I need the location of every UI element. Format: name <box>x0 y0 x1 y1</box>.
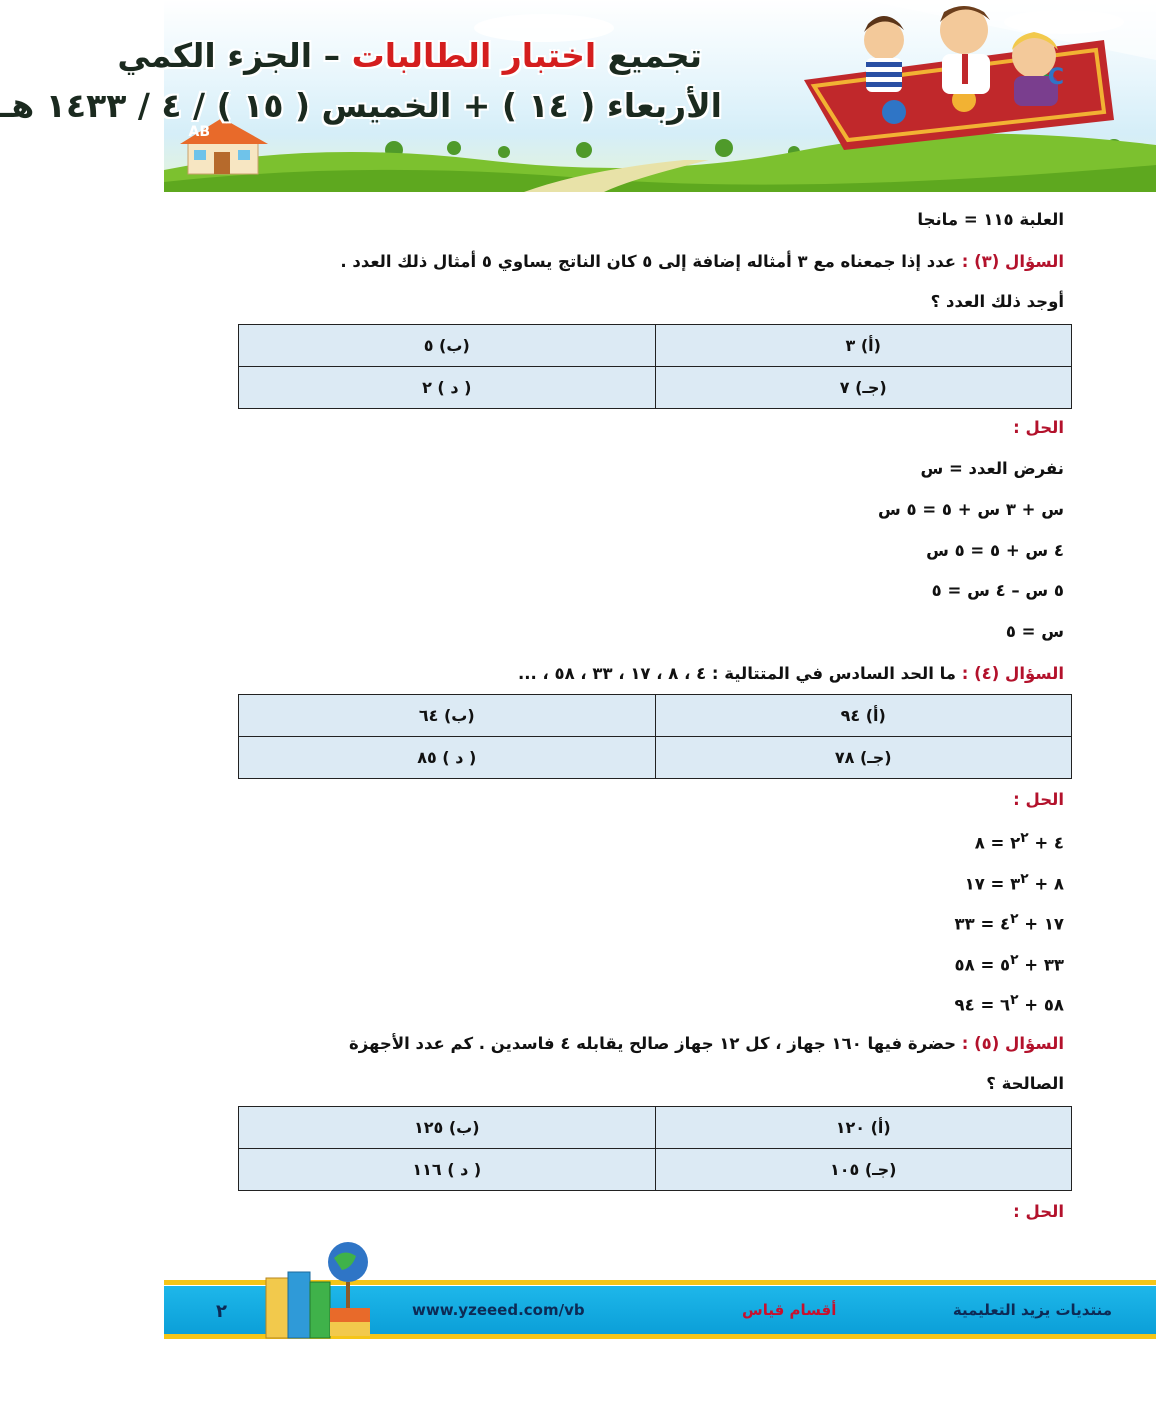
option-a[interactable]: (أ) ٣ <box>655 325 1072 367</box>
question-3-label: السؤال (٣) : <box>961 252 1064 271</box>
step-power: ٢ <box>1010 992 1019 1008</box>
option-a[interactable]: (أ) ١٢٠ <box>655 1107 1072 1149</box>
page-number: ٢ <box>216 1301 227 1322</box>
step-result: = ١٧ <box>964 874 1011 894</box>
sequence-step <box>965 871 1064 894</box>
page-subtitle: الأربعاء ( ١٤ ) + الخميس ( ١٥ ) / ٤ / ١٤٣٣ هـ <box>0 86 722 125</box>
question-3-options <box>238 324 1072 409</box>
step-base: ٥٨ + ٦ <box>1000 995 1064 1015</box>
question-4-label: السؤال (٤) : <box>961 664 1064 683</box>
step-base: ٤ + ٢ <box>1010 833 1064 853</box>
question-5-options <box>238 1106 1072 1191</box>
books-globe-icon <box>262 1238 382 1342</box>
flying-carpet-illustration <box>804 0 1134 192</box>
sequence-step <box>975 830 1064 853</box>
option-b[interactable]: (ب) ٥ <box>239 325 656 367</box>
option-b[interactable]: (ب) ١٢٥ <box>239 1107 656 1149</box>
question-5-label: السؤال (٥) : <box>961 1034 1064 1053</box>
step-result: = ٥٨ <box>954 955 1001 975</box>
title-suffix: – الجزء الكمي <box>117 36 352 75</box>
option-c[interactable]: (جـ) ١٠٥ <box>655 1149 1072 1191</box>
page-title <box>117 36 702 75</box>
footer-forum-name: منتديات يزيد التعليمية <box>952 1301 1112 1319</box>
step-base: ٨ + ٣ <box>1010 874 1064 894</box>
title-prefix: تجميع <box>596 36 702 75</box>
footer-section-link[interactable]: أقسام قياس <box>742 1301 837 1319</box>
option-d[interactable]: ( د ) ١١٦ <box>239 1149 656 1191</box>
solution-label-3: الحل : <box>1013 418 1064 437</box>
option-a[interactable]: (أ) ٩٤ <box>655 695 1072 737</box>
question-4 <box>518 664 1064 683</box>
step-base: ٣٣ + ٥ <box>1000 955 1064 975</box>
option-d[interactable]: ( د ) ٢ <box>239 367 656 409</box>
question-5-text: حضرة فيها ١٦٠ جهاز ، كل ١٢ جهاز صالح يقابله ٤ فاسدين . كم عدد الأجهزة <box>349 1034 962 1053</box>
option-c[interactable]: (جـ) ٧ <box>655 367 1072 409</box>
step-result: = ٨ <box>974 833 1011 853</box>
step-power: ٢ <box>1020 871 1029 887</box>
solution-step: نفرض العدد = س <box>920 459 1064 478</box>
sequence-step <box>955 911 1064 934</box>
solution-label-5: الحل : <box>1013 1202 1064 1221</box>
solution-step: ٥ س – ٤ س = ٥ <box>931 581 1064 600</box>
option-b[interactable]: (ب) ٦٤ <box>239 695 656 737</box>
solution-step: ٤ س + ٥ = ٥ س <box>926 541 1064 560</box>
option-c[interactable]: (جـ) ٧٨ <box>655 737 1072 779</box>
option-d[interactable]: ( د ) ٨٥ <box>239 737 656 779</box>
solution-step: س + ٣ س + ٥ = ٥ س <box>878 500 1064 519</box>
question-5 <box>349 1034 1064 1053</box>
sequence-step <box>955 952 1064 975</box>
step-result: = ٣٣ <box>954 914 1001 934</box>
step-power: ٢ <box>1010 952 1019 968</box>
solution-label-4: الحل : <box>1013 790 1064 809</box>
footer-url-link[interactable]: www.yzeeed.com/vb <box>412 1301 585 1319</box>
question-3 <box>340 252 1064 271</box>
header-banner <box>0 0 1156 192</box>
step-result: = ٩٤ <box>954 995 1001 1015</box>
step-base: ١٧ + ٤ <box>1000 914 1064 934</box>
question-4-text: ما الحد السادس في المتتالية : ٤ ، ٨ ، ١٧ ، ٣٣ ، ٥٨ ، ... <box>517 664 962 683</box>
svg-text:C: C <box>1047 65 1064 90</box>
question-5-text-2: الصالحة ؟ <box>986 1074 1064 1093</box>
intro-line: العلبة ١١٥ = مانجا <box>917 210 1064 229</box>
title-highlight: اختبار الطالبات <box>351 36 597 75</box>
question-3-text: عدد إذا جمعناه مع ٣ أمثاله إضافة إلى ٥ كان الناتج يساوي ٥ أمثال ذلك العدد . <box>340 252 962 271</box>
svg-text:AB: AB <box>188 124 210 140</box>
step-power: ٢ <box>1010 911 1019 927</box>
solution-step: س = ٥ <box>1005 622 1064 641</box>
question-3-text-2: أوجد ذلك العدد ؟ <box>930 292 1064 311</box>
question-4-options <box>238 694 1072 779</box>
step-power: ٢ <box>1020 830 1029 846</box>
sequence-step <box>955 992 1064 1015</box>
